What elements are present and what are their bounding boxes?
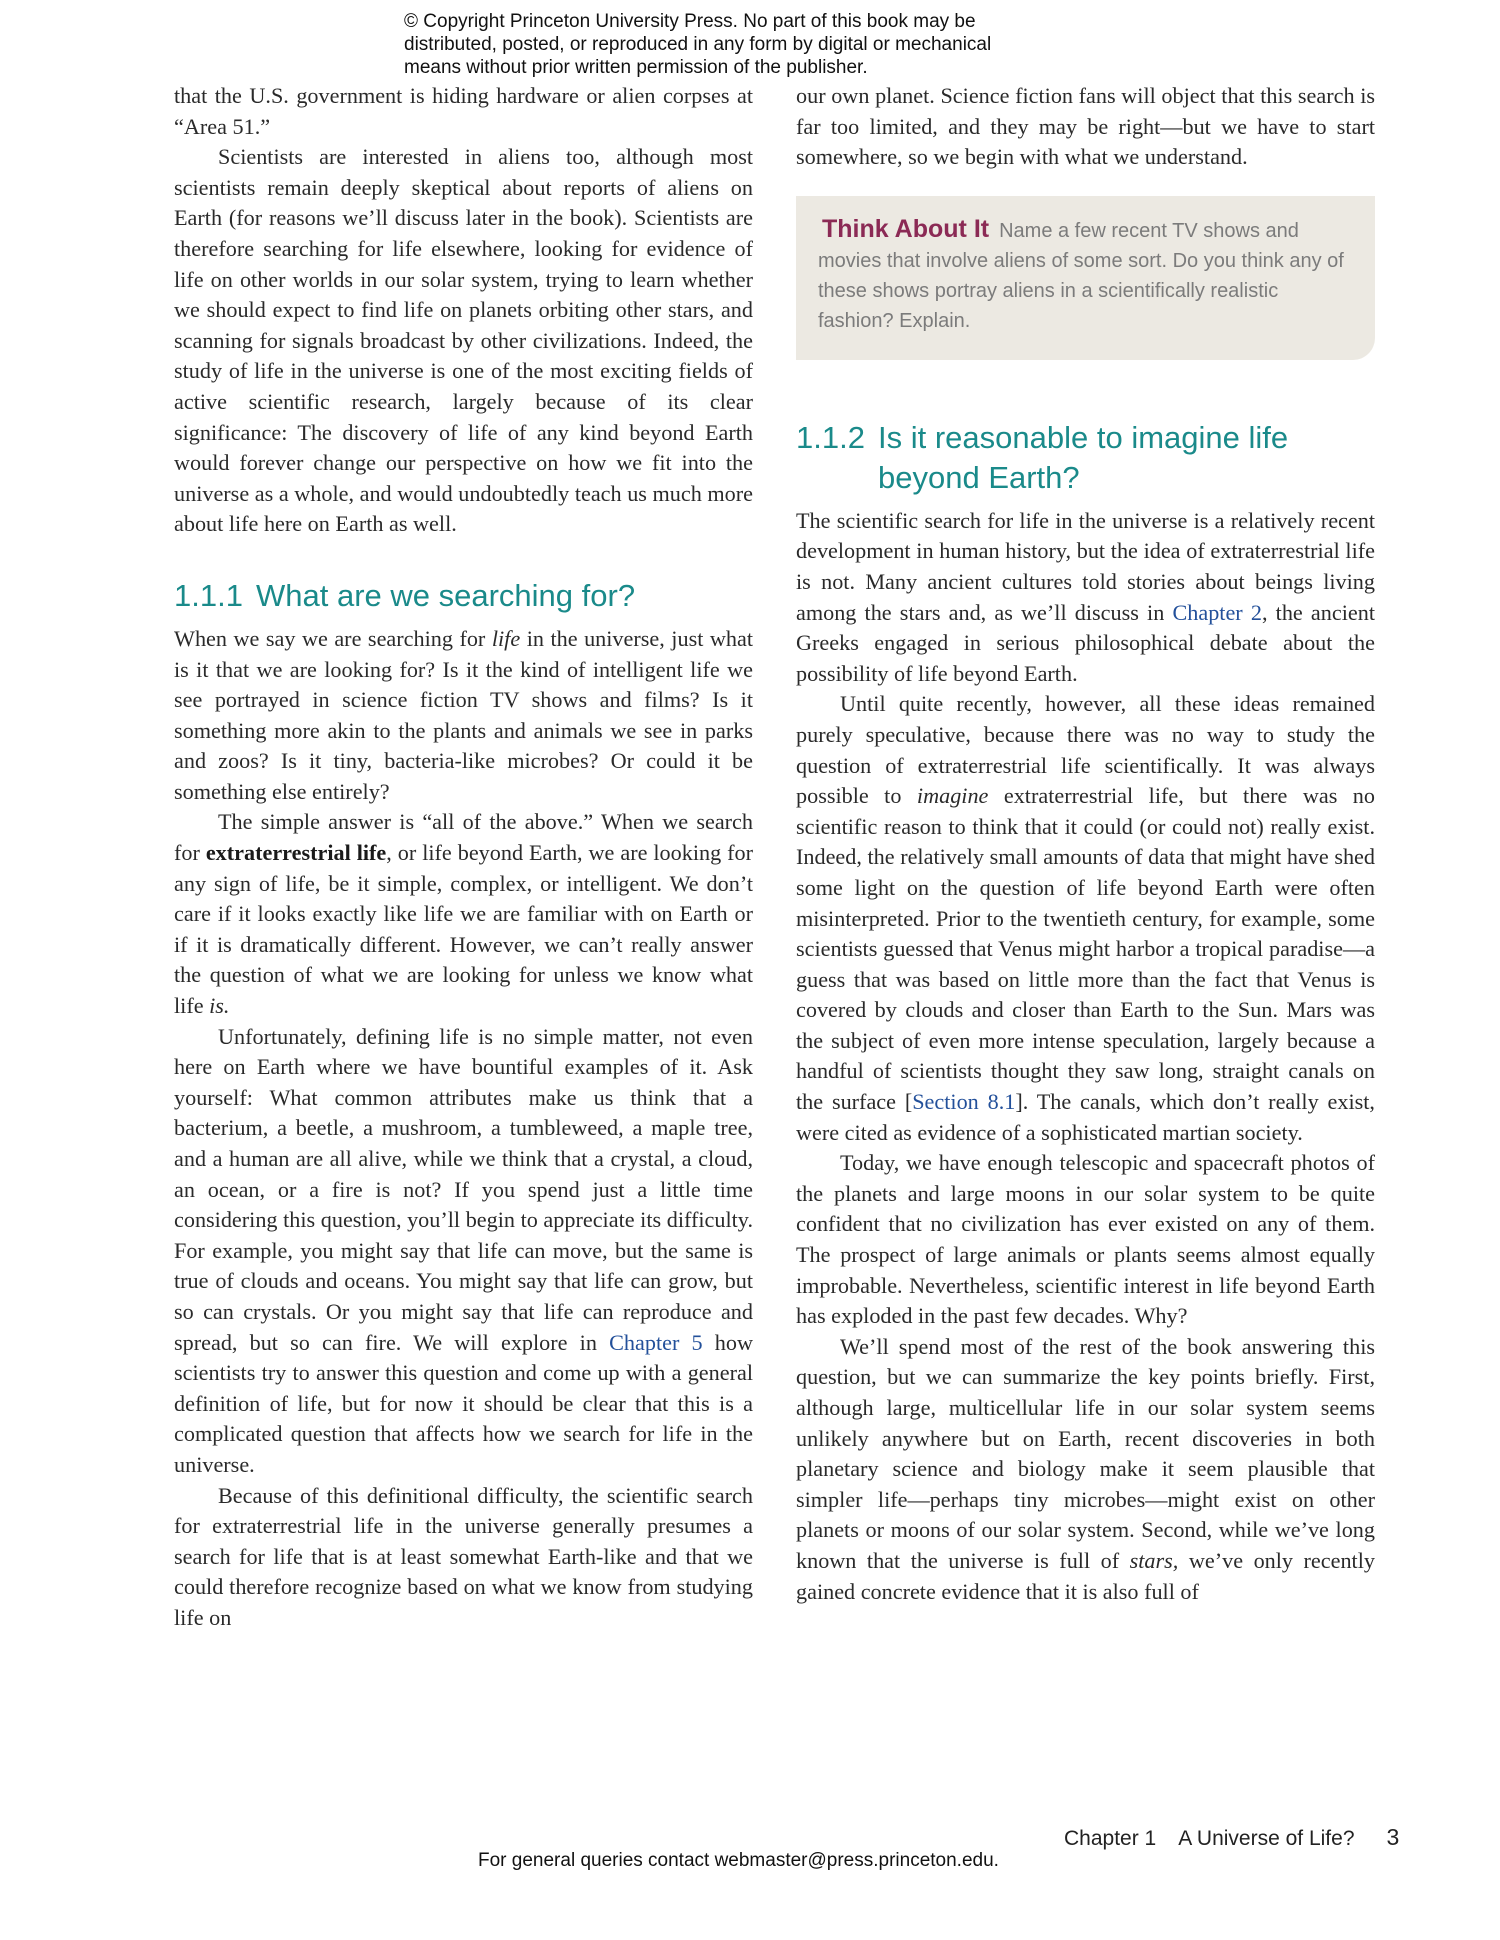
text-run: in the universe, just what is it that we are looking for? Is it the kind of intelligent life we see portrayed in science fiction TV shows and films? Is it something more akin to the plants and animals we see in parks and zoos? Is it tiny, bacteria-like microbes? Or could it be something else entirely? (174, 625, 754, 804)
paragraph (796, 689, 1375, 1148)
contact-notice: For general queries contact webmaster@press.princeton.edu. (478, 1850, 999, 1871)
text-run: The scientific search for life in the universe is a relatively recent development in human history, but the idea of extraterrestrial life is not. Many ancient cultures told stories about beings living among the stars and, as we’ll discuss in (796, 507, 1375, 625)
copyright-notice (404, 10, 1044, 79)
footer-chapter-title: A Universe of Life? (1178, 1827, 1355, 1850)
copyright-line: distributed, posted, or reproduced in any form by digital or mechanical (404, 34, 992, 55)
paragraph: that the U.S. government is hiding hardware or alien corpses at “Area 51.” (174, 83, 753, 139)
paragraph (174, 1022, 753, 1481)
section-heading-1-1-1 (174, 576, 753, 616)
section-title: Is it reasonable to imagine life (878, 419, 1289, 455)
copyright-line: © Copyright Princeton University Press. No part of this book may be (404, 11, 976, 32)
think-about-it-box (796, 196, 1375, 360)
key-term: extraterrestrial life (205, 840, 387, 866)
text-run: When we say we are searching for (174, 625, 492, 651)
paragraph: our own planet. Science fiction fans will object that this search is far too limited, and they may be right—but we have to start somewhere, so we begin with what we understand. (796, 83, 1375, 170)
right-column (796, 81, 1375, 1607)
text-run: how scientists try to answer this question and come up with a general definition of life, but for now it should be clear that this is a complicated question that affects how we search for life in the universe. (174, 1329, 753, 1477)
emphasis: life (491, 625, 521, 651)
chapter-5-link[interactable]: Chapter 5 (609, 1329, 703, 1355)
copyright-line: means without prior written permission of the publisher. (404, 57, 868, 78)
think-about-it-text: Name a few recent TV shows and movies that involve aliens of some sort. Do you think any of these shows portray aliens in a scientifically realistic fashion? Explain. (818, 219, 1344, 332)
paragraph (174, 807, 753, 1021)
text-run: We’ll spend most of the rest of the book answering this question, but we can summarize the key points briefly. First, although large, multicellular life in our solar system seems unlikely anywhere but on Earth, recent discoveries in both planetary science and biology make it seem plausible that simpler life—perhaps tiny microbes—might exist on other planets or moons of our solar system. Second, while we’ve long known that the universe is full of (796, 1333, 1375, 1573)
think-about-it-label: Think About It (822, 214, 990, 243)
paragraph: Scientists are interested in aliens too, although most scientists remain deeply skeptical about reports of aliens on Earth (for reasons we’ll discuss later in the book). Scientists are therefore searching for life elsewhere, looking for evidence of life on other worlds in our solar system, trying to learn whether we should expect to find life on planets orbiting other stars, and scanning for signals broadcast by other civilizations. Indeed, the study of life in the universe is one of the most exciting fields of active scientific research, largely because of its clear significance: The discovery of life of any kind beyond Earth would forever change our perspective on how we fit into the universe as a whole, and would undoubtedly teach us much more about life here on Earth as well. (174, 144, 753, 537)
left-column (174, 81, 753, 1634)
paragraph: Because of this definitional difficulty, the scientific search for extraterrestrial life in the universe generally presumes a search for life that is at least somewhat Earth-like and that we could therefore recognize based on what we know from studying life on (174, 1482, 753, 1630)
paragraph: Today, we have enough telescopic and spacecraft photos of the planets and large moons in our solar system to be quite confident that no civilization has ever existed on any of them. The prospect of large animals or plants seems almost equally improbable. Nevertheless, scientific interest in life beyond Earth has exploded in the past few decades. Why? (796, 1150, 1375, 1329)
paragraph (796, 1332, 1375, 1607)
emphasis: imagine (916, 783, 989, 809)
text-run: Until quite recently, however, all these ideas remained purely speculative, because there was no way to study the question of extraterrestrial life scientifically. It was always possible to (796, 691, 1375, 809)
section-title-continued: beyond Earth? (878, 459, 1080, 495)
running-footer (1064, 1824, 1399, 1851)
emphasis: is. (209, 993, 230, 1019)
chapter-2-link[interactable]: Chapter 2 (1172, 599, 1262, 625)
text-run: we’ve only recently gained concrete evidence that it is also full of (796, 1547, 1375, 1604)
section-number: 1.1.1 (174, 577, 243, 613)
text-run: extraterrestrial life, but there was no scientific reason to think that it could (or could not) really exist. Indeed, the relatively small amounts of data that might have shed some light on the question of life beyond Earth were often misinterpreted. Prior to the twentieth century, for example, some scientists guessed that Venus might harbor a tropical paradise—a guess that was based on little more than the fact that Venus is covered by clouds and closer than Earth to the Sun. Mars was the subject of even more intense speculation, largely because a handful of scientists thought they saw long, straight canals on the surface [ (796, 783, 1375, 1115)
section-heading-1-1-2 (796, 418, 1375, 498)
text-run: ]. The canals, which don’t really exist, were cited as evidence of a sophisticated martian society. (796, 1089, 1375, 1145)
section-title: What are we searching for? (256, 577, 636, 613)
section-8-1-link[interactable]: Section 8.1 (912, 1089, 1016, 1115)
text-run: , the ancient Greeks engaged in serious philosophical debate about the possibility of life beyond Earth. (796, 599, 1375, 686)
footer-chapter: Chapter 1 (1064, 1827, 1157, 1850)
text-run: The simple answer is “all of the above.” When we search for (174, 809, 753, 866)
text-run: , or life beyond Earth, we are looking for any sign of life, be it simple, complex, or intelligent. We don’t care if it looks exactly like life we are familiar with on Earth or if it is dramatically different. However, we can’t really answer the question of what we are looking for unless we know what life (174, 840, 754, 1019)
page-number: 3 (1386, 1824, 1400, 1850)
section-number: 1.1.2 (796, 419, 865, 455)
paragraph (796, 506, 1375, 690)
emphasis: stars, (1129, 1547, 1179, 1573)
text-run: Unfortunately, defining life is no simple matter, not even here on Earth where we have bountiful examples of it. Ask yourself: What common attributes make us think that a bacterium, a beetle, a mushroom, a tumbleweed, a maple tree, and a human are all alive, while we think that a crystal, a cloud, an ocean, or a fire is not? If you spend just a little time considering this question, you’ll begin to appreciate its difficulty. For example, you might say that life can move, but the same is true of clouds and oceans. You might say that life can grow, but so can crystals. Or you might say that life can reproduce and spread, but so can fire. We will explore in (174, 1023, 753, 1355)
paragraph (174, 624, 753, 808)
